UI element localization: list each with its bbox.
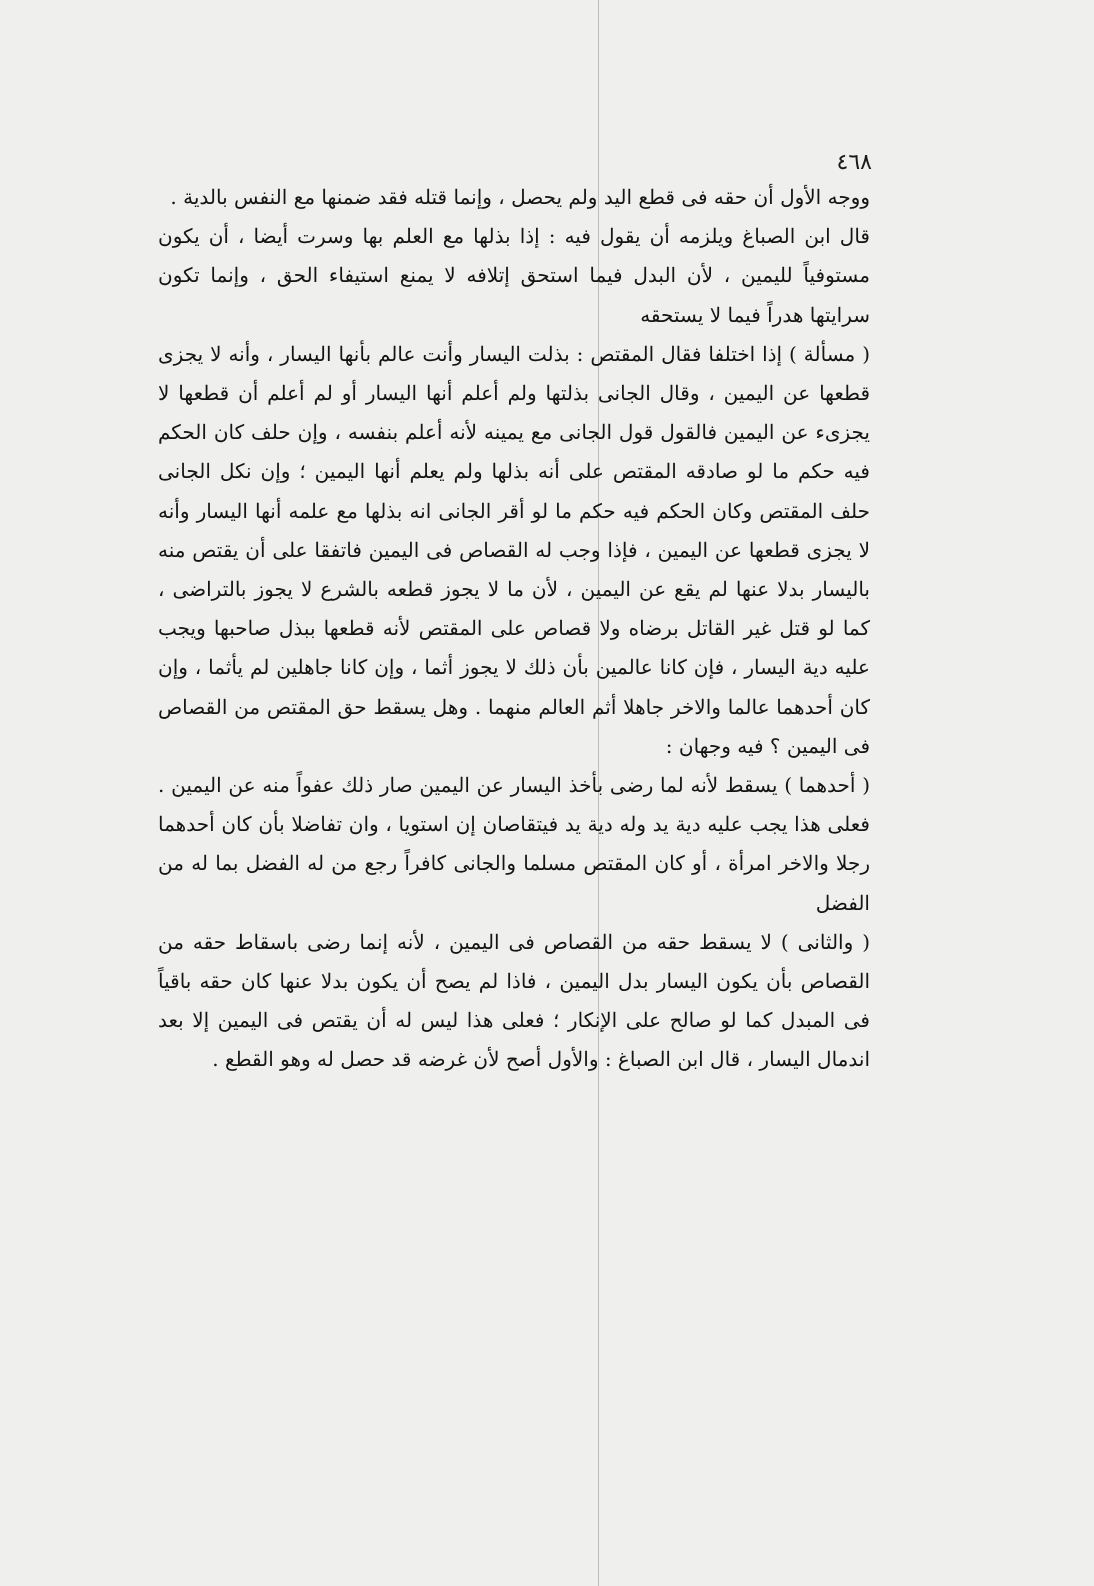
paragraph-second-opinion: ( والثانى ) لا يسقط حقه من القصاص فى اليمين ، لأنه إنما رضى باسقاط حقه من القصاص بأن يكون اليسار بدل اليمين ، فاذا لم يصح أن يكون بدلا عنها كان حقه باقياً فى المبدل كما لو صالح على الإنكار ؛ فعلى هذا ليس له أن يقتص فى اليمين إلا بعد اندمال اليسار ، قال ابن الصباغ : والأول أصح لأن غرضه قد حصل له وهو القطع . <box>158 929 870 1072</box>
paragraph-first-opinion: ( أحدهما ) يسقط لأنه لما رضى بأخذ اليسار عن اليمين صار ذلك عفواً منه عن اليمين . فعلى هذا يجب عليه دية يد وله دية يد فيتقاصان إن استويا ، وان تفاضلا بأن كان أحدهما رجلا والاخر امرأة ، أو كان المقتص مسلما والجانى كافراً رجع من له الفضل بما له من الفضل <box>158 773 870 915</box>
paragraph-first-view-reason: ووجه الأول أن حقه فى قطع اليد ولم يحصل ، وإنما قتله فقد ضمنها مع النفس بالدية . <box>170 185 870 209</box>
page-number: ٤٦٨ <box>836 150 872 175</box>
paragraph-masala: ( مسألة ) إذا اختلفا فقال المقتص : بذلت اليسار وأنت عالم بأنها اليسار ، وأنه لا يجزى قطعها عن اليمين ، وقال الجانى بذلتها ولم أعلم أنها اليسار أو لم أعلم أن قطعها لا يجزىء عن اليمين فالقول قول الجانى مع يمينه لأنه أعلم بنفسه ، وإن حلف كان الحكم فيه حكم ما لو صادقه المقتص على أنه بذلها ولم يعلم أنها اليمين ؛ وإن نكل الجانى حلف المقتص وكان الحكم فيه حكم ما لو أقر الجانى انه بذلها مع علمه أنها اليسار وأنه لا يجزى قطعها عن اليمين ، فإذا وجب له القصاص فى اليمين فاتفقا على أن يقتص منه باليسار بدلا عنها لم يقع عن اليمين ، لأن ما لا يجوز قطعه بالشرع لا يجوز بالتراضى ، كما لو قتل غير القاتل برضاه ولا قصاص على المقتص لأنه قطعها ببذل صاحبها ويجب عليه دية اليسار ، فإن كانا عالمين بأن ذلك لا يجوز أثما ، وإن كانا جاهلين لم يأثما ، وإن كان أحدهما عالما والاخر جاهلا أثم العالم منهما . وهل يسقط حق المقتص من القصاص فى اليمين ؟ فيه وجهان : <box>158 341 870 758</box>
body-text <box>158 178 870 1080</box>
paragraph-ibn-al-sabbagh: قال ابن الصباغ ويلزمه أن يقول فيه : إذا بذلها مع العلم بها وسرت أيضا ، أن يكون مستوفياً لليمين ، لأن البدل فيما استحق إتلافه لا يمنع استيفاء الحق ، وإنما تكون سرايتها هدراً فيما لا يستحقه <box>158 224 870 327</box>
